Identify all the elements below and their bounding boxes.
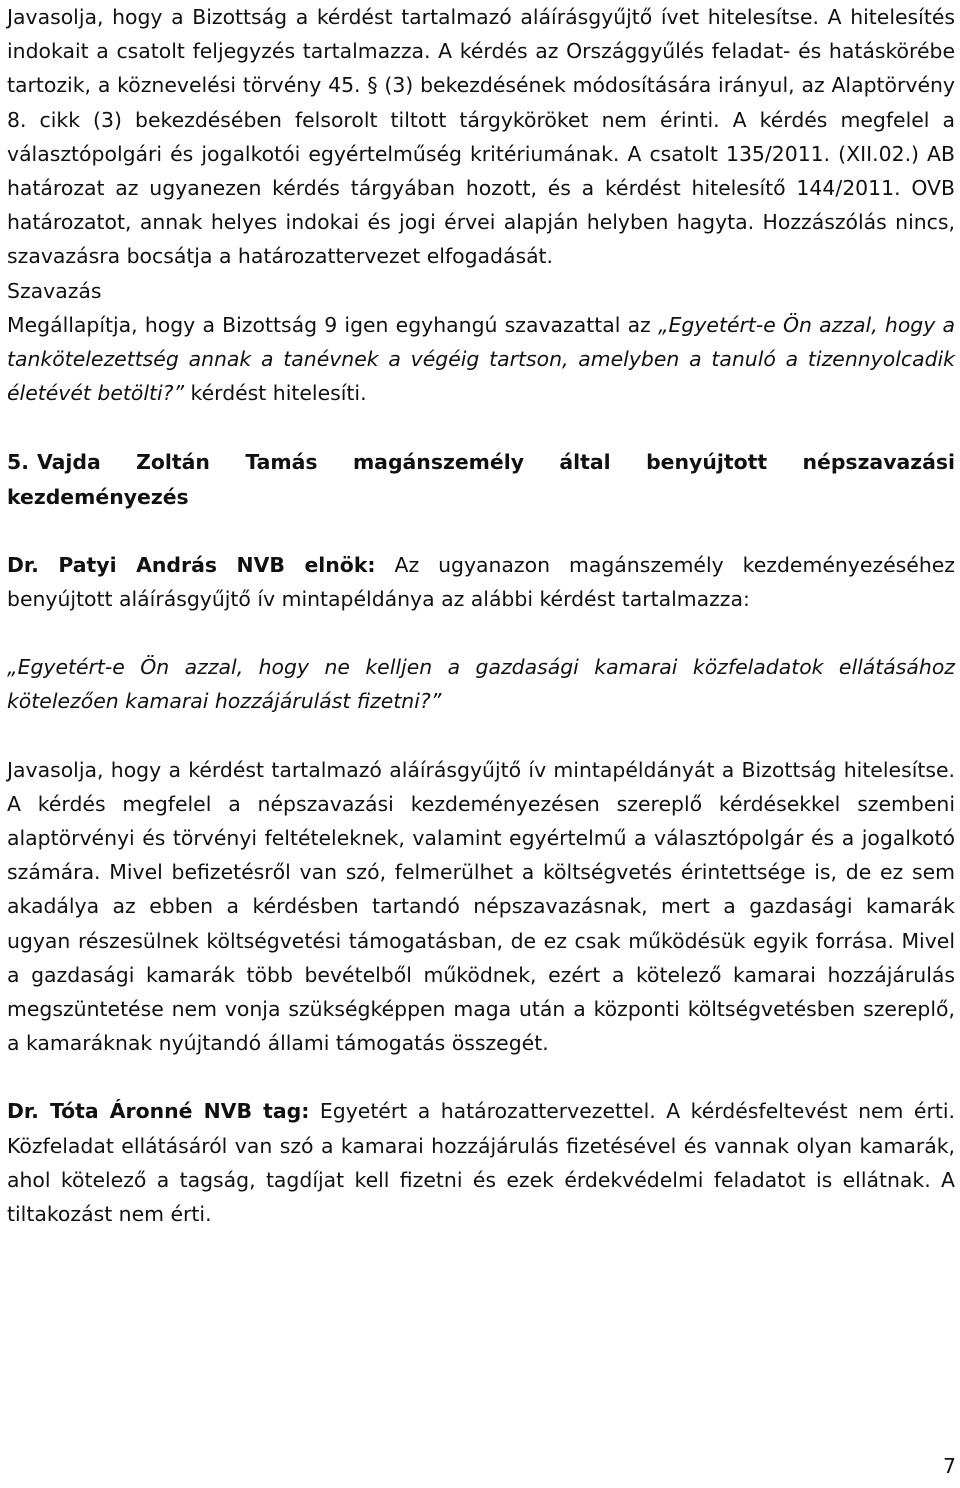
paragraph-recommendation: Javasolja, hogy a kérdést tartalmazó aláírásgyűjtő ív mintapéldányát a Bizottság hitelesítse. A kérdés megfelel a népszavazási kezdeményezésen szereplő kérdésekkel szembeni alaptörvényi és törvényi feltételeknek, valamint egyértelmű a választópolgár és a jogalkotó számára. Mivel befizetésről van szó, felmerülhet a költségvetés érintettsége is, de ez sem akadálya az ebben a kérdésben tartandó népszavazásnak, mert a gazdasági kamarák ugyan részesülnek költségvetési támogatásban, de ez csak működésük egyik forrása. Mivel a gazdasági kamarák több bevételből működnek, ezért a kötelező kamarai hozzájárulás megszüntetése nem vonja szükségképpen maga után a központi költségvetésben szereplő, a kamaráknak nyújtandó állami támogatás összegét. [7,757,955,1056]
section-title: Vajda Zoltán Tamás magánszemély által benyújtott népszavazási kezdeményezés [7,450,955,509]
speaker2-paragraph [7,1094,955,1231]
vote-question: „Egyetért-e Ön azzal, hogy a tankötelezettség annak a tanévnek a végéig tartson, amelyben a tanuló a tizennyolcadik életévét betölti?” [7,312,956,406]
vote-text-pre: Megállapítja, hogy a Bizottság 9 igen egyhangú szavazattal az [7,312,658,337]
section-heading [7,445,955,513]
speaker1-text: Az ugyanazon magánszemély kezdeményezéséhez benyújtott aláírásgyűjtő ív mintapéldánya az alábbi kérdést tartalmazza: [7,552,955,612]
vote-label: Szavazás [7,278,102,303]
paragraph-intro: Javasolja, hogy a Bizottság a kérdést tartalmazó aláírásgyűjtő ívet hitelesítse. A hitelesítés indokait a csatolt feljegyzés tartalmazza. A kérdés az Országgyűlés feladat- és hatáskörébe tartozik, a köznevelési törvény 45. § (3) bekezdésének módosítására irányul, az Alaptörvény 8. cikk (3) bekezdésében felsorolt tiltott tárgyköröket nem érinti. A kérdés megfelel a választópolgári és jogalkotói egyértelműség kritériumának. A csatolt 135/2011. (XII.02.) AB határozat az ugyanezen kérdés tárgyában hozott, és a kérdést hitelesítő 144/2011. OVB határozatot, annak helyes indokai és jogi érvei alapján helyben hagyta. Hozzászólás nincs, szavazásra bocsátja a határozattervezet elfogadását. [7,5,955,269]
page-number: 7 [943,1454,956,1478]
document-page [7,0,955,1488]
vote-text-post: kérdést hitelesíti. [184,381,367,406]
quoted-question: „Egyetért-e Ön azzal, hogy ne kelljen a gazdasági kamarai közfeladatok ellátásához kötelezően kamarai hozzájárulást fizetni?” [7,655,955,714]
speaker2-text: Egyetért a határozattervezettel. A kérdésfeltevést nem érti. Közfeladat ellátásáról van szó a kamarai hozzájárulás fizetésével és vannak olyan kamarák, ahol kötelező a tagság, tagdíjat kell fizetni és ezek érdekvédelmi feladatot is ellátnak. A tiltakozást nem érti. [7,1099,955,1227]
speaker1-name: Dr. Patyi András NVB elnök: [7,552,376,577]
speaker2-name: Dr. Tóta Áronné NVB tag: [7,1099,310,1124]
section-number: 5. [7,450,29,475]
vote-result [7,308,955,411]
speaker1-paragraph [7,548,955,616]
